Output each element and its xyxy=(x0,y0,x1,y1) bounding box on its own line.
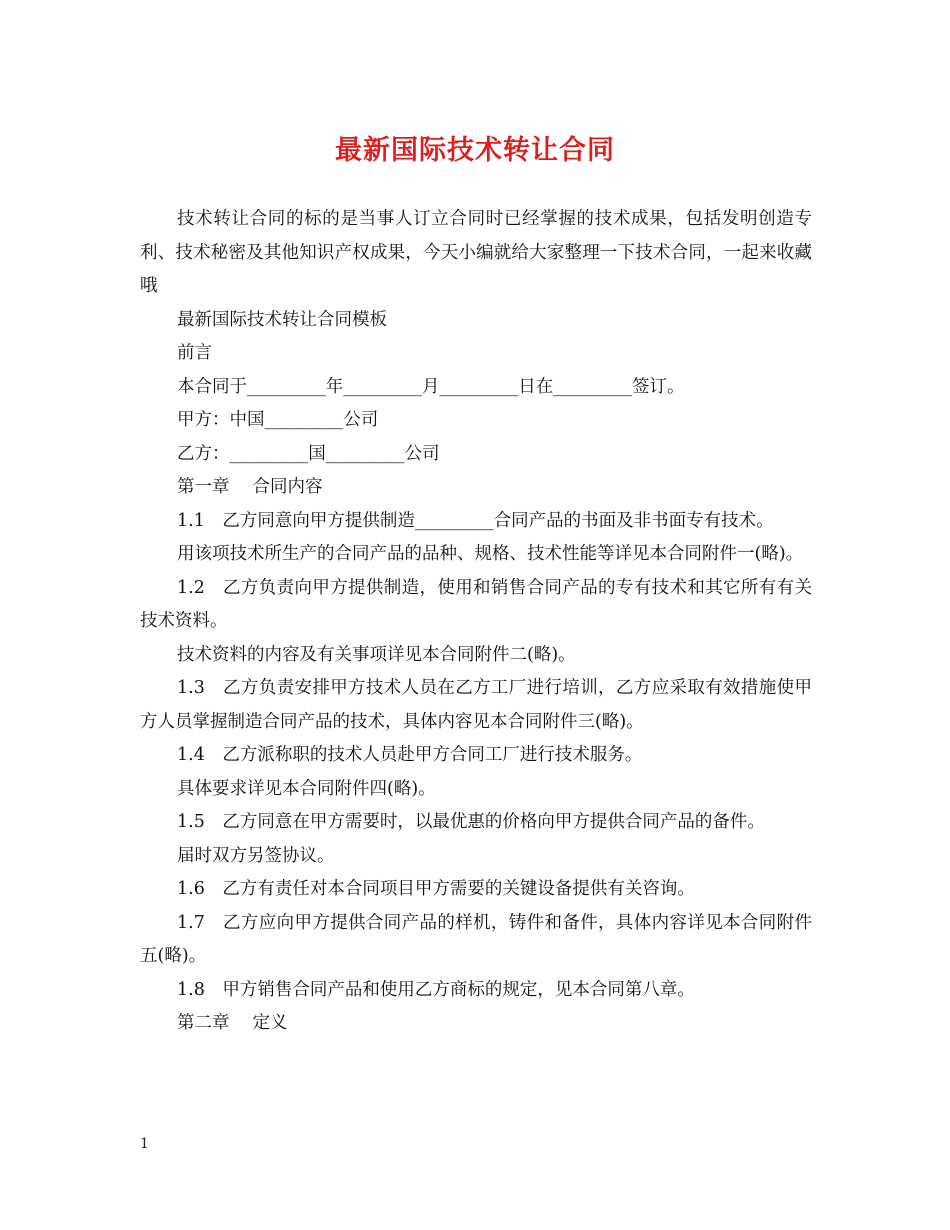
chapter-heading-1: 第一章 合同内容 xyxy=(177,477,323,497)
clause-1-2: 1.2 乙方负责向甲方提供制造，使用和销售合同产品的专有技术和其它所有有关技术资料。 xyxy=(140,577,812,631)
paragraph-preface: 前言 xyxy=(177,343,212,363)
clause-1-2-detail: 技术资料的内容及有关事项详见本合同附件二(略)。 xyxy=(177,644,576,665)
chapter-heading-2: 第二章 定义 xyxy=(177,1013,288,1033)
clause-1-5-detail: 届时双方另签协议。 xyxy=(177,845,335,866)
paragraph-template-title: 最新国际技术转让合同模板 xyxy=(177,309,387,330)
document-body xyxy=(140,203,812,1041)
clause-1-4-detail: 具体要求详见本合同附件四(略)。 xyxy=(177,778,436,799)
paragraph-intro: 技术转让合同的标的是当事人订立合同时已经掌握的技术成果，包括发明创造专利、技术秘密及其他知识产权成果，今天小编就给大家整理一下技术合同，一起来收藏哦 xyxy=(140,209,812,296)
clause-1-5: 1.5 乙方同意在甲方需要时，以最优惠的价格向甲方提供合同产品的备件。 xyxy=(177,812,765,832)
document-title: 最新国际技术转让合同 xyxy=(335,135,615,166)
clause-1-1: 1.1 乙方同意向甲方提供制造_________合同产品的书面及非书面专有技术。 xyxy=(177,510,774,531)
paragraph-party-b: 乙方：_________国_________公司 xyxy=(177,443,440,464)
clause-1-8: 1.8 甲方销售合同产品和使用乙方商标的规定，见本合同第八章。 xyxy=(177,979,695,1000)
paragraph-signing-date: 本合同于_________年_________月_________日在_________签订。 xyxy=(177,376,685,397)
clause-1-1-detail: 用该项技术所生产的合同产品的品种、规格、技术性能等详见本合同附件一(略)。 xyxy=(177,544,804,564)
clause-1-6: 1.6 乙方有责任对本合同项目甲方需要的关键设备提供有关咨询。 xyxy=(177,879,695,899)
paragraph-party-a: 甲方：中国_________公司 xyxy=(177,410,379,430)
clause-1-4: 1.4 乙方派称职的技术人员赴甲方合同工厂进行技术服务。 xyxy=(177,745,643,765)
clause-1-3: 1.3 乙方负责安排甲方技术人员在乙方工厂进行培训，乙方应采取有效措施使甲方人员掌握制造合同产品的技术，具体内容见本合同附件三(略)。 xyxy=(140,678,812,732)
clause-1-7: 1.7 乙方应向甲方提供合同产品的样机，铸件和备件，具体内容详见本合同附件五(略)。 xyxy=(140,912,812,966)
page-number: 1 xyxy=(140,1136,149,1152)
